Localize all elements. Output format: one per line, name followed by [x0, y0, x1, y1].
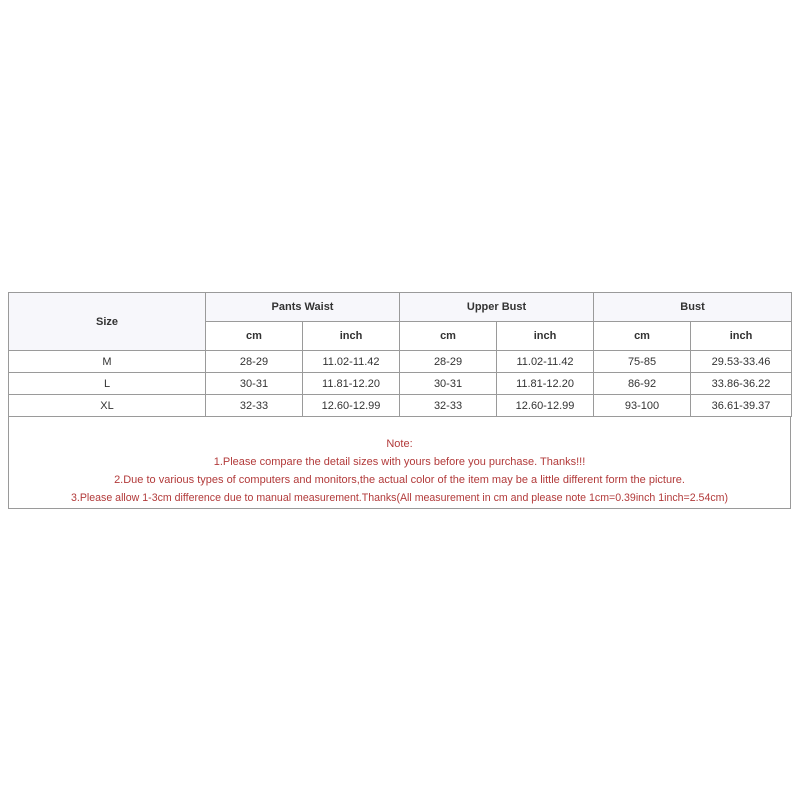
note-line-1: 1.Please compare the detail sizes with yours before you purchase. Thanks!!!: [213, 456, 586, 468]
table-cell: 11.81-12.20: [497, 373, 594, 395]
unit-header: inch: [691, 322, 792, 351]
unit-header: cm: [594, 322, 691, 351]
size-cell: L: [9, 373, 206, 395]
table-row: [9, 395, 792, 417]
table-cell: 30-31: [400, 373, 497, 395]
note-line-3: 3.Please allow 1-3cm difference due to manual measurement.Thanks(All measurement in cm and please note 1cm=0.39inch 1inch=2.54cm): [71, 492, 728, 504]
size-cell: M: [9, 351, 206, 373]
table-cell: 86-92: [594, 373, 691, 395]
notes-box: [8, 417, 791, 509]
size-header: Size: [9, 293, 206, 351]
table-cell: 29.53-33.46: [691, 351, 792, 373]
header-row-groups: [9, 293, 792, 322]
note-line-2: 2.Due to various types of computers and monitors,the actual color of the item may be a little different form the picture.: [114, 474, 685, 486]
table-cell: 12.60-12.99: [497, 395, 594, 417]
table-cell: 11.02-11.42: [303, 351, 400, 373]
table-cell: 32-33: [206, 395, 303, 417]
table-cell: 30-31: [206, 373, 303, 395]
unit-header: inch: [303, 322, 400, 351]
table-cell: 33.86-36.22: [691, 373, 792, 395]
unit-header: cm: [206, 322, 303, 351]
group-header-pants-waist: Pants Waist: [206, 293, 400, 322]
table-cell: 28-29: [400, 351, 497, 373]
table-row: [9, 373, 792, 395]
unit-header: inch: [497, 322, 594, 351]
table-cell: 32-33: [400, 395, 497, 417]
table-cell: 93-100: [594, 395, 691, 417]
table-cell: 75-85: [594, 351, 691, 373]
table-cell: 36.61-39.37: [691, 395, 792, 417]
unit-header: cm: [400, 322, 497, 351]
table-cell: 11.81-12.20: [303, 373, 400, 395]
size-cell: XL: [9, 395, 206, 417]
table-cell: 28-29: [206, 351, 303, 373]
size-table: [8, 292, 792, 417]
group-header-bust: Bust: [594, 293, 792, 322]
group-header-upper-bust: Upper Bust: [400, 293, 594, 322]
table-cell: 11.02-11.42: [497, 351, 594, 373]
table-cell: 12.60-12.99: [303, 395, 400, 417]
table-row: [9, 351, 792, 373]
note-title: Note:: [386, 438, 413, 450]
size-chart: [8, 292, 791, 509]
